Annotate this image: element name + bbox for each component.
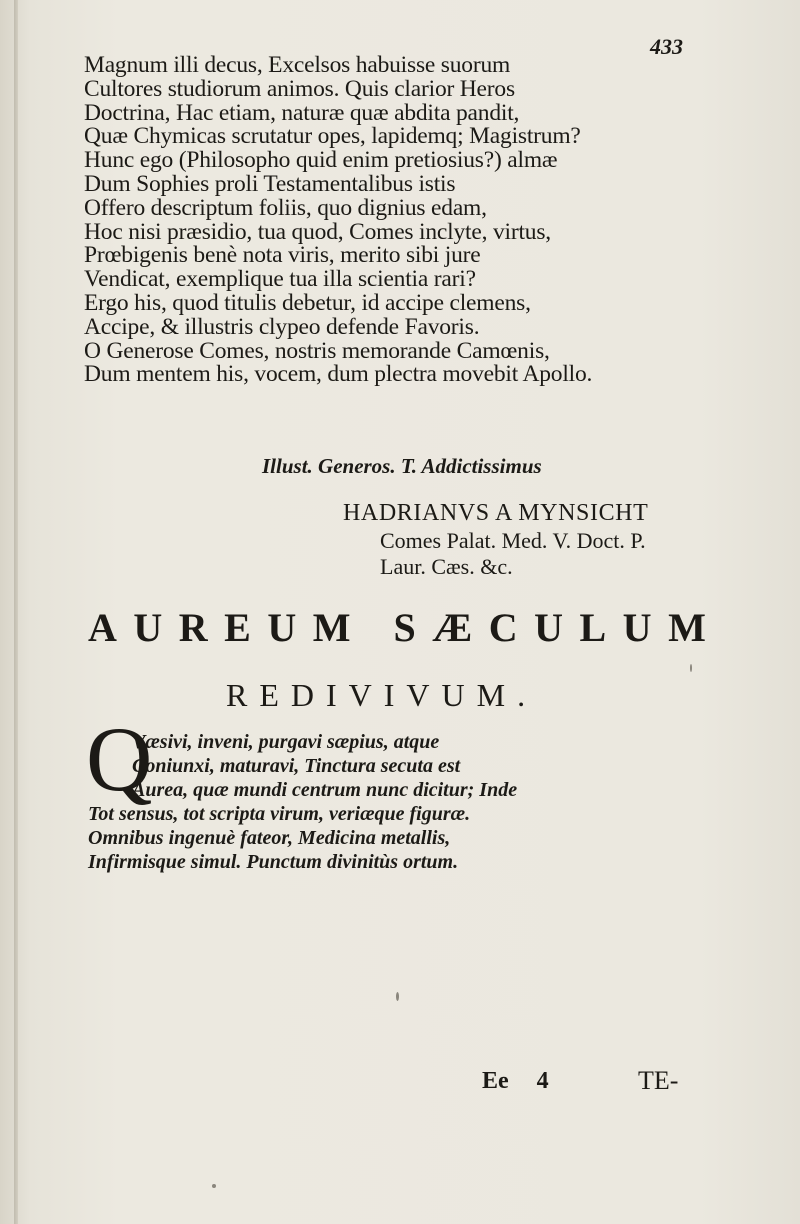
verse-line: Aurea, quæ mundi centrum nunc dicitur; Inde bbox=[132, 779, 518, 801]
dedicatory-poem bbox=[84, 54, 724, 387]
poem-line: O Generose Comes, nostris memorande Camœnis, bbox=[84, 337, 550, 364]
drop-capital: Q bbox=[86, 708, 153, 810]
poem-line: Hoc nisi præsidio, tua quod, Comes inclyte, virtus, bbox=[84, 218, 551, 245]
poem-line: Cultores studiorum animos. Quis clarior Heros bbox=[84, 75, 515, 102]
ink-speck bbox=[212, 1184, 216, 1188]
author-titles bbox=[380, 528, 646, 580]
poem-line: Doctrina, Hac etiam, naturæ quæ abdita pandit, bbox=[84, 99, 520, 126]
ink-speck bbox=[396, 992, 399, 1001]
poem-line: Offero descriptum foliis, quo dignius edam, bbox=[84, 194, 487, 221]
poem-line: Hunc ego (Philosopho quid enim pretiosius?) almæ bbox=[84, 147, 558, 174]
poem-line: Quæ Chymicas scrutatur opes, lapidemq; Magistrum? bbox=[84, 123, 581, 150]
page-number: 433 bbox=[650, 34, 683, 59]
poem-line: Dum mentem his, vocem, dum plectra movebit Apollo. bbox=[84, 361, 593, 388]
catchword: TE- bbox=[638, 1066, 679, 1095]
italic-verse bbox=[88, 730, 748, 874]
section-heading: AUREUM SÆCULUM bbox=[88, 605, 723, 650]
author-title-line: Laur. Cæs. &c. bbox=[380, 554, 513, 579]
poem-line: Ergo his, quod titulis debetur, id accipe clemens, bbox=[84, 289, 531, 316]
poem-line: Vendicat, exemplique tua illa scientia rari? bbox=[84, 266, 476, 293]
verse-line: Omnibus ingenuè fateor, Medicina metallis, bbox=[88, 827, 451, 849]
verse-line: Coniunxi, maturavi, Tinctura secuta est bbox=[132, 755, 461, 777]
poem-line: Accipe, & illustris clypeo defende Favoris. bbox=[84, 313, 480, 340]
author-title-line: Comes Palat. Med. V. Doct. P. bbox=[380, 528, 646, 553]
ink-speck bbox=[690, 664, 692, 672]
verse-line: Tot sensus, tot scripta virum, veriæque figuræ. bbox=[88, 803, 471, 825]
poem-line: Prœbigenis benè nota viris, merito sibi jure bbox=[84, 242, 481, 269]
author-name: HADRIANVS A MYNSICHT bbox=[343, 500, 649, 526]
section-subheading: REDIVIVUM. bbox=[226, 677, 538, 713]
signature-dedication: Illust. Generos. T. Addictissimus bbox=[262, 454, 542, 478]
page-gutter-shadow bbox=[14, 0, 18, 1224]
poem-line: Dum Sophies proli Testamentalibus istis bbox=[84, 170, 456, 197]
verse-line: Væsivi, inveni, purgavi sæpius, atque bbox=[132, 731, 440, 753]
poem-line: Magnum illi decus, Excelsos habuisse suorum bbox=[84, 52, 511, 78]
verse-line: Infirmisque simul. Punctum divinitùs ortum. bbox=[88, 851, 459, 873]
signature-mark: Ee 4 bbox=[482, 1068, 549, 1094]
